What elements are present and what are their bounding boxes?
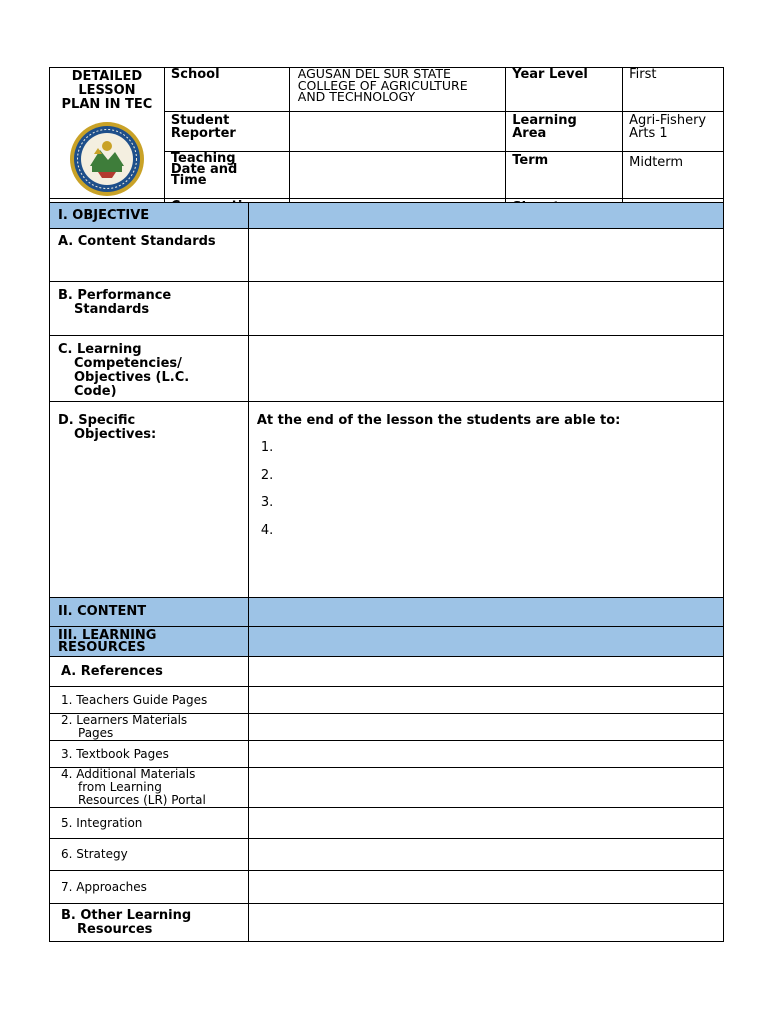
label-line: Objectives: xyxy=(74,427,157,442)
learning-resources-heading xyxy=(50,627,249,657)
value-line: Arts 1 xyxy=(629,125,668,141)
label-line: Standards xyxy=(74,302,150,317)
label-line: B. Other Learning xyxy=(61,907,192,923)
strategy-value[interactable] xyxy=(248,839,723,871)
label-line: 2. Learners Materials xyxy=(61,713,188,727)
school-value-line: AGUSAN DEL SUR STATE xyxy=(297,66,451,81)
additional-materials-value[interactable] xyxy=(248,768,723,808)
student-reporter-label xyxy=(164,111,289,152)
learning-resources-heading-fill xyxy=(248,627,723,657)
school-value-line: COLLEGE OF AGRICULTURE xyxy=(297,77,468,93)
value-line: Agri-Fishery xyxy=(629,112,707,128)
specific-objectives-label xyxy=(50,402,249,598)
objective-heading: I. OBJECTIVE xyxy=(50,203,249,229)
list-item: 4. xyxy=(260,522,274,538)
label-line: Time xyxy=(170,173,207,189)
approaches-value[interactable] xyxy=(248,871,723,904)
label-line: Pages xyxy=(78,726,114,740)
content-standards-value[interactable] xyxy=(248,229,723,282)
label-line: RESOURCES xyxy=(58,639,146,655)
teaching-date-label xyxy=(164,152,289,199)
list-item: 3. xyxy=(260,495,274,510)
list-item: 2. xyxy=(260,467,274,483)
school-label: School xyxy=(164,68,289,112)
label-line: III. LEARNING xyxy=(58,627,157,643)
other-resources-value[interactable] xyxy=(248,904,723,942)
teachers-guide-value[interactable] xyxy=(248,687,723,714)
references-label: A. References xyxy=(50,657,249,687)
term-label: Term xyxy=(506,152,623,199)
teaching-date-value[interactable] xyxy=(289,152,505,199)
integration-value[interactable] xyxy=(248,808,723,839)
label-line: Area xyxy=(512,125,547,141)
learning-competencies-label xyxy=(50,336,249,402)
teachers-guide-label: 1. Teachers Guide Pages xyxy=(50,687,249,714)
learners-materials-value[interactable] xyxy=(248,714,723,741)
label-line: Student xyxy=(170,112,230,128)
learning-area-value xyxy=(623,111,724,152)
school-value xyxy=(289,68,505,112)
content-standards-label: A. Content Standards xyxy=(50,229,249,282)
label-line: C. Learning xyxy=(58,342,142,357)
approaches-label: 7. Approaches xyxy=(50,871,249,904)
label-line: 4. Additional Materials xyxy=(61,767,196,781)
label-line: Teaching xyxy=(170,151,236,167)
student-reporter-value[interactable] xyxy=(289,111,505,152)
label-line: Competencies/ xyxy=(74,356,182,371)
label-line: D. Specific xyxy=(58,413,136,428)
label-line: B. Performance xyxy=(58,288,172,303)
performance-standards-value[interactable] xyxy=(248,282,723,336)
label-line: Code) xyxy=(74,384,117,399)
label-line: Reporter xyxy=(170,125,236,141)
label-line: from Learning xyxy=(78,780,162,794)
specific-objectives-list xyxy=(261,441,715,551)
year-level-label: Year Level xyxy=(506,68,623,112)
lesson-plan-table xyxy=(49,202,724,942)
label-line: Resources (LR) Portal xyxy=(78,793,206,807)
other-resources-label xyxy=(50,904,249,942)
references-value[interactable] xyxy=(248,657,723,687)
label-line: Objectives (L.C. xyxy=(74,370,190,385)
textbook-pages-label: 3. Textbook Pages xyxy=(50,741,249,768)
content-heading: II. CONTENT xyxy=(50,598,249,627)
label-line: Learning xyxy=(512,112,577,128)
learning-competencies-value[interactable] xyxy=(248,336,723,402)
textbook-pages-value[interactable] xyxy=(248,741,723,768)
label-line: Date and xyxy=(170,162,238,178)
performance-standards-label xyxy=(50,282,249,336)
term-value: Midterm xyxy=(623,152,724,199)
objective-heading-fill xyxy=(248,203,723,229)
integration-label: 5. Integration xyxy=(50,808,249,839)
strategy-label: 6. Strategy xyxy=(50,839,249,871)
specific-objectives-intro: At the end of the lesson the students are able to: xyxy=(256,413,621,428)
year-level-value: First xyxy=(623,68,724,112)
specific-objectives-value[interactable] xyxy=(248,402,723,598)
school-seal-icon xyxy=(68,120,146,198)
label-line: Resources xyxy=(77,921,153,937)
content-heading-fill xyxy=(248,598,723,627)
title-line: PLAN IN TEC xyxy=(61,97,153,112)
title-line: DETAILED xyxy=(71,69,143,84)
additional-materials-label xyxy=(50,768,249,808)
title-line: LESSON xyxy=(78,83,136,98)
list-item: 1. xyxy=(260,440,274,455)
learning-area-label xyxy=(506,111,623,152)
document-title-cell xyxy=(50,68,165,199)
school-value-line: AND TECHNOLOGY xyxy=(297,89,416,104)
learners-materials-label xyxy=(50,714,249,741)
